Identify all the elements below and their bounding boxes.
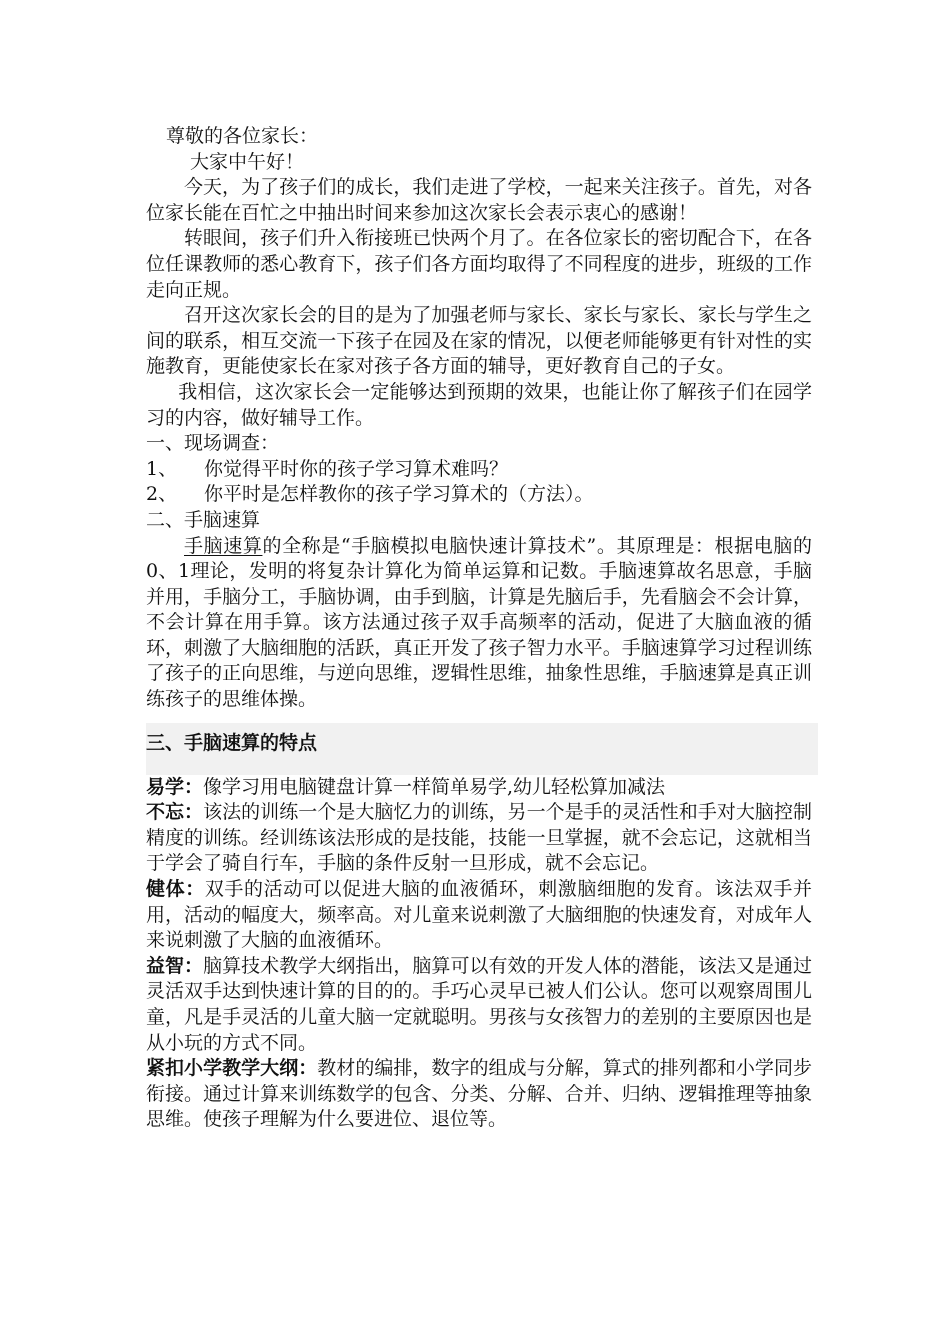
section3-heading: 三、手脑速算的特点 [146, 723, 818, 763]
survey-item-text: 你平时是怎样教你的孩子学习算术的（方法）。 [204, 483, 594, 506]
feature-lead: 不忘： [146, 801, 204, 824]
paragraph-belief: 我相信，这次家长会一定能够达到预期的效果，也能让你了解孩子们在园学习的内容，做好辅导工作。 [146, 380, 812, 429]
feature-lead: 易学： [146, 775, 204, 798]
survey-item [146, 482, 812, 508]
section2-term: 手脑速算 [184, 534, 263, 557]
feature-fitness [146, 877, 812, 954]
section2-heading: 二、手脑速算 [146, 508, 261, 531]
section3-spacer [146, 763, 818, 775]
feature-text: 教材的编排，数字的组成与分解，算式的排列都和小学同步衔接。通过计算来训练数学的包含、分类、分解、合并、归纳、逻辑推理等抽象思维。使孩子理解为什么要进位、退位等。 [146, 1057, 812, 1131]
feature-curriculum [146, 1056, 812, 1133]
feature-text: 双手的活动可以促进大脑的血液循环，刺激脑细胞的发育。该法双手并用，活动的幅度大，频率高。对儿童来说刺激了大脑细胞的快速发育，对成年人来说刺激了大脑的血液循环。 [146, 878, 812, 952]
section2-body [146, 534, 812, 713]
paragraph-opening: 今天，为了孩子们的成长，我们走进了学校，一起来关注孩子。首先，对各位家长能在百忙之中抽出时间来参加这次家长会表示衷心的感谢！ [146, 176, 812, 224]
survey-item-number: 2、 [146, 483, 178, 506]
greeting: 大家中午好！ [190, 150, 305, 173]
survey-item [146, 457, 812, 483]
document-page [146, 124, 812, 1133]
feature-text: 该法的训练一个是大脑忆力的训练，另一个是手的灵活性和手对大脑控制精度的训练。经训练该法形成的是技能，技能一旦掌握，就不会忘记，这就相当于学会了骑自行车，手脑的条件反射一旦形成，就不会忘记。 [146, 801, 812, 875]
feature-lead: 紧扣小学教学大纲： [146, 1057, 318, 1080]
feature-lead: 健体： [146, 878, 205, 901]
salutation: 尊敬的各位家长： [166, 125, 319, 147]
survey-item-text: 你觉得平时你的孩子学习算术难吗？ [204, 457, 509, 480]
feature-text: 脑算技术教学大纲指出，脑算可以有效的开发人体的潜能，该法又是通过灵活双手达到快速计算的目的的。手巧心灵早已被人们公认。您可以观察周围儿童，凡是手灵活的儿童大脑一定就聪明。男孩与女孩智力的差别的主要原因也是从小玩的方式不同。 [146, 954, 812, 1054]
feature-easy [146, 775, 812, 801]
feature-text: 像学习用电脑键盘计算一样简单易学,幼儿轻松算加减法 [203, 775, 666, 798]
feature-intelligence [146, 954, 812, 1056]
paragraph-purpose: 召开这次家长会的目的是为了加强老师与家长、家长与家长、家长与学生之间的联系，相互交流一下孩子在园及在家的情况，以便老师能够更有针对性的实施教育，更能使家长在家对孩子各方面的辅导，更好教育自己的子女。 [146, 304, 812, 378]
paragraph-progress: 转眼间，孩子们升入衔接班已快两个月了。在各位家长的密切配合下，在各位任课教师的悉心教育下，孩子们各方面均取得了不同程度的进步，班级的工作走向正规。 [146, 227, 812, 301]
survey-heading: 一、现场调查： [146, 432, 280, 455]
feature-memory [146, 800, 812, 877]
section2-text: 的全称是“手脑模拟电脑快速计算技术”。其原理是：根据电脑的0、1理论，发明的将复杂计算化为简单运算和记数。手脑速算故名思意，手脑并用，手脑分工，手脑协调，由手到脑，计算是先脑后手，先看脑会不会计算，不会计算在用手算。该方法通过孩子双手高频率的活动，促进了大脑血液的循环，刺激了大脑细胞的活跃，真正开发了孩子智力水平。手脑速算学习过程训练了孩子的正向思维，与逆向思维，逻辑性思维，抽象性思维，手脑速算是真正训练孩子的思维体操。 [146, 534, 812, 711]
survey-item-number: 1、 [146, 457, 178, 480]
feature-lead: 益智： [146, 954, 204, 977]
